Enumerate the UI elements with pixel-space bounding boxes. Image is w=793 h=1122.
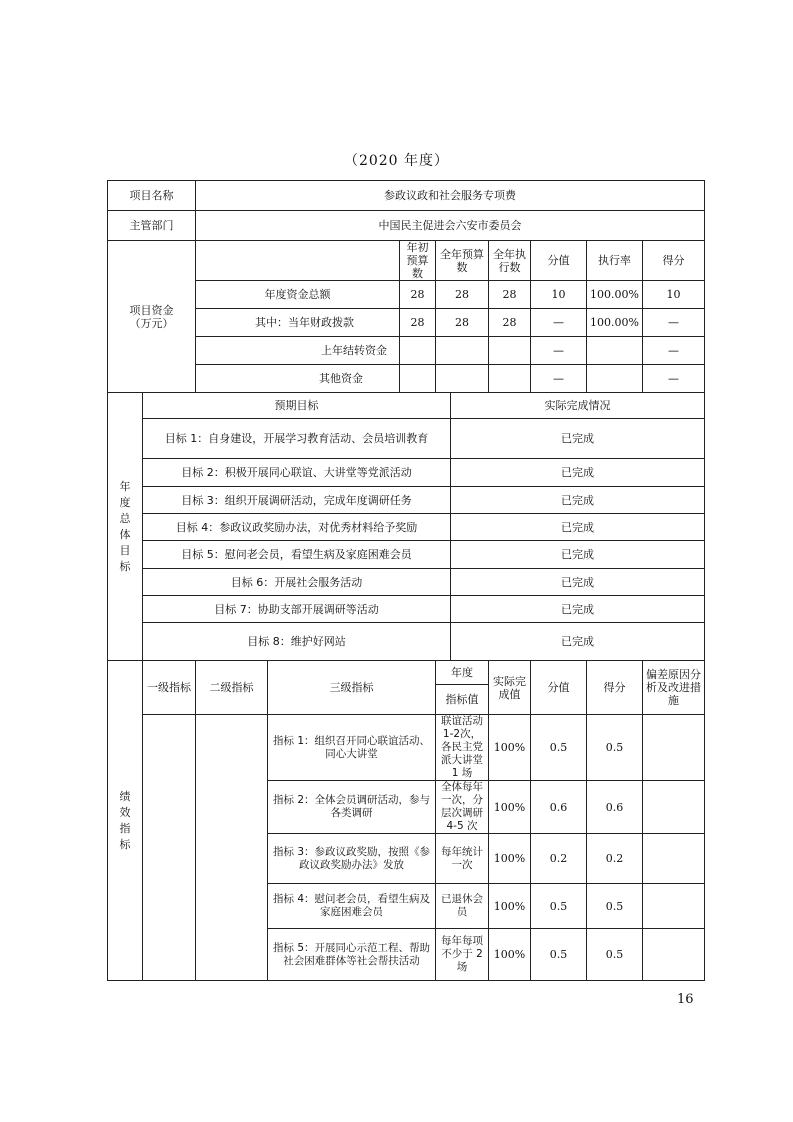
funds-label: 项目资金 （万元） xyxy=(108,241,196,393)
indicator-score: 0.2 xyxy=(587,834,643,884)
funds-row-label: 其中：当年财政拨款 xyxy=(196,309,400,337)
goal-status: 已完成 xyxy=(451,419,705,459)
indicator-actual: 100% xyxy=(489,781,531,834)
goals-expected-header: 预期目标 xyxy=(143,393,451,419)
indicator-deviation xyxy=(643,834,705,884)
indicator-deviation xyxy=(643,781,705,834)
perf-header-value: 分值 xyxy=(531,661,587,715)
funds-cell: — xyxy=(531,309,587,337)
indicator-target: 已退休会员 xyxy=(436,884,489,929)
goal-row xyxy=(108,541,705,569)
funds-cell xyxy=(587,337,643,365)
performance-side-label: 绩效指标 xyxy=(108,661,143,981)
funds-row xyxy=(108,337,705,365)
indicator-actual: 100% xyxy=(489,715,531,781)
goal-text: 目标 4：参政议政奖励办法，对优秀材料给予奖励 xyxy=(143,514,451,541)
perf-level1-cell xyxy=(143,715,196,981)
goals-header-row xyxy=(108,393,705,419)
goal-status: 已完成 xyxy=(451,623,705,661)
perf-header-actual: 实际完成值 xyxy=(489,661,531,715)
funds-cell: — xyxy=(531,365,587,393)
perf-header-deviation: 偏差原因分析及改进措施 xyxy=(643,661,705,715)
indicator-deviation xyxy=(643,929,705,981)
goal-status: 已完成 xyxy=(451,541,705,569)
goal-row xyxy=(108,596,705,623)
page-title: （2020 年度） xyxy=(343,153,450,169)
funds-cell: — xyxy=(643,365,705,393)
indicator-deviation xyxy=(643,884,705,929)
indicator-score: 0.6 xyxy=(587,781,643,834)
department-label: 主管部门 xyxy=(108,211,196,241)
funds-header-rate: 执行率 xyxy=(587,241,643,281)
goal-status: 已完成 xyxy=(451,514,705,541)
funds-header-annual: 全年预算数 xyxy=(436,241,489,281)
indicator-target: 每年统计一次 xyxy=(436,834,489,884)
funds-cell xyxy=(436,337,489,365)
goal-row xyxy=(108,569,705,596)
perf-header-index-value: 指标值 xyxy=(436,685,489,715)
indicator-text: 指标 3：参政议政奖励，按照《参政议政奖励办法》发放 xyxy=(268,834,436,884)
indicator-value: 0.5 xyxy=(531,929,587,981)
funds-header-score: 得分 xyxy=(643,241,705,281)
goal-row xyxy=(108,459,705,487)
funds-header-row xyxy=(108,241,705,281)
funds-row-label: 上年结转资金 xyxy=(196,337,400,365)
funds-cell: — xyxy=(643,309,705,337)
funds-cell: 10 xyxy=(643,281,705,309)
indicator-score: 0.5 xyxy=(587,884,643,929)
indicator-actual: 100% xyxy=(489,884,531,929)
funds-cell: 100.00% xyxy=(587,309,643,337)
perf-header-level2: 二级指标 xyxy=(196,661,268,715)
funds-row xyxy=(108,365,705,393)
goal-row xyxy=(108,487,705,514)
department-value: 中国民主促进会六安市委员会 xyxy=(196,211,705,241)
goal-status: 已完成 xyxy=(451,487,705,514)
goal-text: 目标 5：慰问老会员，看望生病及家庭困难会员 xyxy=(143,541,451,569)
indicator-target: 联谊活动1-2次，各民主党派大讲堂 1 场 xyxy=(436,715,489,781)
funds-cell: 28 xyxy=(400,309,436,337)
perf-header-level3: 三级指标 xyxy=(268,661,436,715)
funds-cell: 28 xyxy=(436,309,489,337)
funds-header-initial: 年初预算数 xyxy=(400,241,436,281)
perf-header-level1: 一级指标 xyxy=(143,661,196,715)
indicator-value: 0.5 xyxy=(531,884,587,929)
indicator-value: 0.2 xyxy=(531,834,587,884)
funds-cell: 28 xyxy=(400,281,436,309)
goal-row xyxy=(108,623,705,661)
indicator-score: 0.5 xyxy=(587,929,643,981)
goal-row xyxy=(108,514,705,541)
goal-text: 目标 1：自身建设，开展学习教育活动、会员培训教育 xyxy=(143,419,451,459)
project-name-row xyxy=(108,181,705,211)
funds-cell: — xyxy=(643,337,705,365)
indicator-actual: 100% xyxy=(489,929,531,981)
goals-side-label: 年度总体目标 xyxy=(108,393,143,661)
funds-cell xyxy=(436,365,489,393)
indicator-value: 0.6 xyxy=(531,781,587,834)
project-name-label: 项目名称 xyxy=(108,181,196,211)
goal-status: 已完成 xyxy=(451,459,705,487)
indicator-text: 指标 4：慰问老会员，看望生病及家庭困难会员 xyxy=(268,884,436,929)
perf-header-score: 得分 xyxy=(587,661,643,715)
funds-cell xyxy=(400,337,436,365)
funds-cell: 28 xyxy=(489,281,531,309)
funds-row-label: 其他资金 xyxy=(196,365,400,393)
goal-text: 目标 2：积极开展同心联谊、大讲堂等党派活动 xyxy=(143,459,451,487)
indicator-text: 指标 2：全体会员调研活动，参与各类调研 xyxy=(268,781,436,834)
funds-cell: 10 xyxy=(531,281,587,309)
funds-cell xyxy=(489,365,531,393)
indicator-value: 0.5 xyxy=(531,715,587,781)
indicator-text: 指标 1：组织召开同心联谊活动、同心大讲堂 xyxy=(268,715,436,781)
funds-header-points: 分值 xyxy=(531,241,587,281)
department-row xyxy=(108,211,705,241)
funds-cell: 100.00% xyxy=(587,281,643,309)
page-number: 16 xyxy=(677,992,694,1007)
indicator-deviation xyxy=(643,715,705,781)
funds-cell xyxy=(587,365,643,393)
goal-text: 目标 3：组织开展调研活动，完成年度调研任务 xyxy=(143,487,451,514)
project-name-value: 参政议政和社会服务专项费 xyxy=(196,181,705,211)
funds-header-executed: 全年执行数 xyxy=(489,241,531,281)
funds-cell: 28 xyxy=(436,281,489,309)
goal-text: 目标 8：维护好网站 xyxy=(143,623,451,661)
indicator-text: 指标 5：开展同心示范工程、帮助社会困难群体等社会帮扶活动 xyxy=(268,929,436,981)
funds-row xyxy=(108,309,705,337)
goal-status: 已完成 xyxy=(451,596,705,623)
indicator-score: 0.5 xyxy=(587,715,643,781)
goal-row xyxy=(108,419,705,459)
funds-cell: 28 xyxy=(489,309,531,337)
funds-cell xyxy=(400,365,436,393)
indicator-actual: 100% xyxy=(489,834,531,884)
indicator-target: 全体每年一次，分层次调研 4-5 次 xyxy=(436,781,489,834)
goal-text: 目标 6：开展社会服务活动 xyxy=(143,569,451,596)
goal-text: 目标 7：协助支部开展调研等活动 xyxy=(143,596,451,623)
perf-level2-cell xyxy=(196,715,268,981)
indicator-row xyxy=(108,715,705,781)
funds-row-label: 年度资金总额 xyxy=(196,281,400,309)
perf-header-annual: 年度 xyxy=(436,661,489,685)
project-performance-table xyxy=(107,180,705,981)
goal-status: 已完成 xyxy=(451,569,705,596)
goals-actual-header: 实际完成情况 xyxy=(451,393,705,419)
indicator-target: 每年每项不少于 2 场 xyxy=(436,929,489,981)
funds-cell xyxy=(489,337,531,365)
performance-header-row xyxy=(108,661,705,685)
funds-header-blank xyxy=(196,241,400,281)
funds-cell: — xyxy=(531,337,587,365)
funds-row xyxy=(108,281,705,309)
